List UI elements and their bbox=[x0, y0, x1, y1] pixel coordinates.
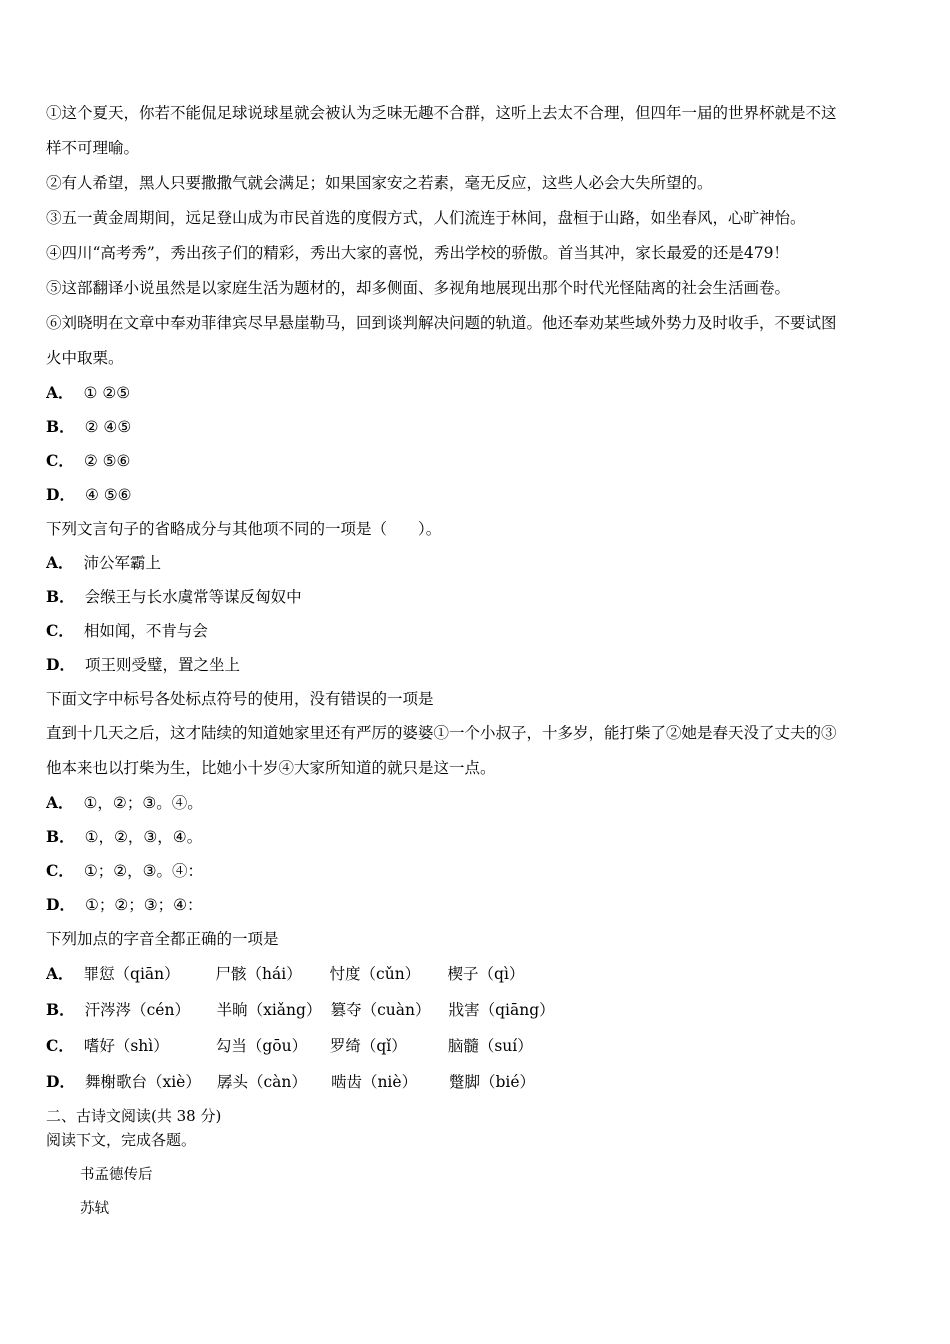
sentence-line: 样不可理喻。 bbox=[46, 139, 140, 157]
option-text: ② ④⑤ bbox=[84, 418, 132, 436]
reading-instruction: 阅读下文，完成各题。 bbox=[46, 1131, 197, 1149]
passage-line: 他本来也以打柴为生，比她小十岁④大家所知道的就只是这一点。 bbox=[46, 759, 496, 777]
option-letter: B． bbox=[46, 417, 75, 436]
q3-options bbox=[46, 786, 906, 922]
option-letter: B． bbox=[46, 1000, 75, 1019]
option-b[interactable] bbox=[46, 820, 906, 854]
option-text: ④ ⑤⑥ bbox=[84, 486, 132, 504]
option-text: ①；②，③。④： bbox=[83, 862, 204, 880]
exam-page bbox=[46, 96, 906, 1226]
option-text: 项王则受璧，置之坐上 bbox=[84, 656, 240, 674]
option-c[interactable] bbox=[46, 1028, 906, 1064]
pinyin-item: 篡夺（cuàn） bbox=[330, 1001, 431, 1019]
option-d[interactable] bbox=[46, 648, 906, 682]
sentence-line: 火中取栗。 bbox=[46, 349, 124, 367]
pinyin-item: 孱头（càn） bbox=[216, 1073, 307, 1091]
sentence-line: ⑥刘晓明在文章中奉劝菲律宾尽早悬崖勒马，回到谈判解决问题的轨道。他还奉劝某些域外势力及时收手，不要试图 bbox=[46, 314, 837, 332]
pinyin-item: 楔子（qì） bbox=[447, 965, 525, 983]
option-letter: C． bbox=[46, 1036, 74, 1055]
option-letter: C． bbox=[46, 621, 74, 640]
option-c[interactable] bbox=[46, 614, 906, 648]
option-letter: A． bbox=[46, 383, 74, 402]
pinyin-item: 勾当（gōu） bbox=[215, 1037, 308, 1055]
option-c[interactable] bbox=[46, 444, 906, 478]
option-letter: B． bbox=[46, 827, 75, 846]
passage-line: 直到十几天之后，这才陆续的知道她家里还有严厉的婆婆①一个小叔子，十多岁，能打柴了②她是春天没了丈夫的③ bbox=[46, 724, 837, 742]
sentence-line: ②有人希望，黑人只要撒撒气就会满足；如果国家安之若素，毫无反应，这些人必会大失所望的。 bbox=[46, 174, 713, 192]
sentence-list bbox=[46, 96, 906, 376]
pinyin-item: 啮齿（niè） bbox=[330, 1073, 418, 1091]
option-d[interactable] bbox=[46, 478, 906, 512]
sentence-line: ③五一黄金周期间，远足登山成为市民首选的度假方式，人们流连于林间，盘桓于山路，如坐春风，心旷神怡。 bbox=[46, 209, 806, 227]
pinyin-item: 嗜好（shì） bbox=[83, 1037, 169, 1055]
option-a[interactable] bbox=[46, 546, 906, 580]
q1-options bbox=[46, 376, 906, 512]
option-a[interactable] bbox=[46, 956, 906, 992]
pinyin-item: 汗涔涔（cén） bbox=[84, 1001, 190, 1019]
sentence-line: ①这个夏天，你若不能侃足球说球星就会被认为乏味无趣不合群，这听上去太不合理，但四年一届的世界杯就是不这 bbox=[46, 104, 837, 122]
option-letter: C． bbox=[46, 861, 74, 880]
question-stem: 下列加点的字音全都正确的一项是 bbox=[46, 930, 279, 948]
sentence-line: ④四川“高考秀”，秀出孩子们的精彩，秀出大家的喜悦，秀出学校的骄傲。首当其冲，家长最爱的还是479！ bbox=[46, 244, 789, 262]
option-a[interactable] bbox=[46, 786, 906, 820]
pinyin-item: 半晌（xiǎng） bbox=[216, 1001, 322, 1019]
q4-options bbox=[46, 956, 906, 1100]
question-stem: 下列文言句子的省略成分与其他项不同的一项是（ ）。 bbox=[46, 520, 442, 538]
passage-title: 书孟德传后 bbox=[80, 1167, 153, 1183]
pinyin-item: 罪愆（qiān） bbox=[83, 965, 180, 983]
option-letter: D． bbox=[46, 895, 75, 914]
option-letter: D． bbox=[46, 1072, 75, 1091]
pinyin-item: 戕害（qiāng） bbox=[448, 1001, 555, 1019]
option-text: ①，②；③。④。 bbox=[83, 794, 203, 812]
option-letter: A． bbox=[46, 793, 74, 812]
option-text: ② ⑤⑥ bbox=[83, 452, 131, 470]
passage-author: 苏轼 bbox=[80, 1201, 109, 1217]
option-letter: D． bbox=[46, 485, 75, 504]
sentence-line: ⑤这部翻译小说虽然是以家庭生活为题材的，却多侧面、多视角地展现出那个时代光怪陆离的社会生活画卷。 bbox=[46, 279, 791, 297]
option-b[interactable] bbox=[46, 992, 906, 1028]
option-letter: B． bbox=[46, 587, 75, 606]
option-c[interactable] bbox=[46, 854, 906, 888]
q2-options bbox=[46, 546, 906, 682]
section-title: 二、古诗文阅读(共 38 分) bbox=[46, 1107, 222, 1125]
option-letter: A． bbox=[46, 553, 74, 572]
option-b[interactable] bbox=[46, 410, 906, 444]
option-text: ①；②；③；④： bbox=[84, 896, 203, 914]
option-text: 沛公军霸上 bbox=[83, 554, 162, 572]
pinyin-item: 罗绮（qǐ） bbox=[329, 1037, 407, 1055]
option-letter: D． bbox=[46, 655, 75, 674]
pinyin-item: 舞榭歌台（xiè） bbox=[84, 1073, 201, 1091]
option-text: ① ②⑤ bbox=[83, 384, 131, 402]
option-text: ①，②，③，④。 bbox=[84, 828, 203, 846]
pinyin-item: 忖度（cǔn） bbox=[329, 965, 421, 983]
pinyin-item: 脑髓（suí） bbox=[447, 1037, 533, 1055]
option-text: 会缑王与长水虞常等谋反匈奴中 bbox=[84, 588, 302, 606]
option-b[interactable] bbox=[46, 580, 906, 614]
pinyin-item: 蹩脚（bié） bbox=[448, 1073, 536, 1091]
pinyin-item: 尸骸（hái） bbox=[215, 965, 302, 983]
option-letter: C． bbox=[46, 451, 74, 470]
option-letter: A． bbox=[46, 964, 74, 983]
option-a[interactable] bbox=[46, 376, 906, 410]
option-d[interactable] bbox=[46, 888, 906, 922]
option-text: 相如闻，不肯与会 bbox=[83, 622, 208, 640]
option-d[interactable] bbox=[46, 1064, 906, 1100]
question-stem: 下面文字中标号各处标点符号的使用，没有错误的一项是 bbox=[46, 690, 434, 708]
